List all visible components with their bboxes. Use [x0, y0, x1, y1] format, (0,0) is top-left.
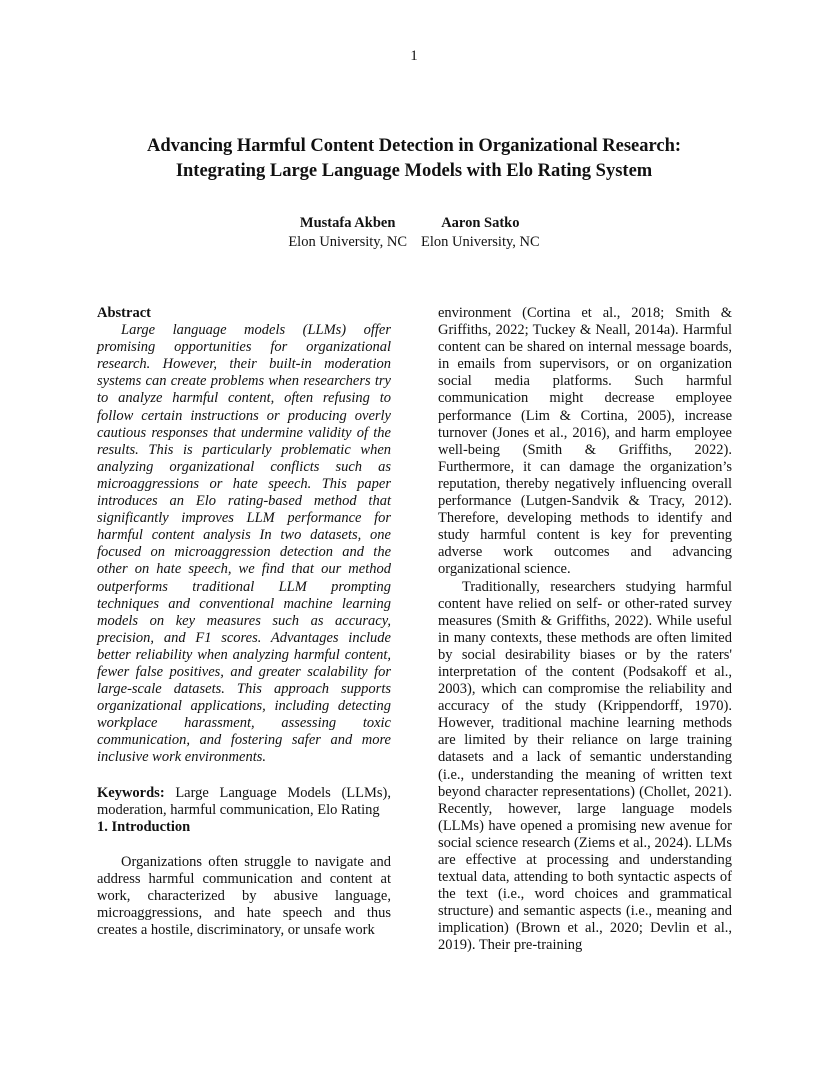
title-line-2: Integrating Large Language Models with Elo Rating System [175, 161, 653, 181]
author-affiliation: Elon University, NC [421, 234, 540, 250]
keywords-label: Keywords: [97, 784, 165, 801]
left-column [97, 305, 391, 939]
author-name: Mustafa Akben [299, 215, 396, 231]
body-paragraph: Traditionally, researchers studying harmful content have relied on self- or other-rated survey measures (Smith & Griffiths, 2022). While useful in many contexts, these methods are often limited by social desirability biases or by the raters' interpretation of the content (Podsakoff et al., 2003), which can compromise the reliability and accuracy of the study (Krippendorff, 1970). However, traditional machine learning methods are limited by their reliance on large training datasets and a lack of semantic understanding (i.e., understanding the meaning of written text beyond character representations) (Chollet, 2021). Recently, however, large language models (LLMs) have opened a promising new avenue for social science research (Ziems et al., 2024). LLMs are effective at processing and understanding textual data, attending to both syntactic aspects of the text (i.e., word choices and grammatical structure) and semantic aspects (i.e., meaning and implication) (Brown et al., 2020; Devlin et al., 2019). Their pre-training [438, 578, 732, 954]
body-paragraph: environment (Cortina et al., 2018; Smith & Griffiths, 2022; Tuckey & Neall, 2014a). Harmful content can be shared on internal message boards, in emails from supervisors, or on organization social media platforms. Such harmful communication might decrease employee performance (Lim & Cortina, 2005), increase turnover (Jones et al., 2016), and harm employee well-being (Smith & Griffiths, 2022). Furthermore, it can damage the organization’s reputation, thereby negatively influencing overall performance (Lutgen-Sandvik & Tracy, 2012). Therefore, developing methods to identify and study harmful content is key for preventing adverse work outcomes and advancing organizational science. [438, 305, 732, 578]
keywords-text: Large Language Models (LLMs), moderation, harmful communication, Elo Rating [97, 784, 391, 818]
paper-title [60, 134, 768, 184]
author-block [0, 214, 828, 252]
page-number: 1 [410, 48, 418, 64]
section-heading-introduction: 1. Introduction [97, 818, 191, 835]
title-line-1: Advancing Harmful Content Detection in Organizational Research: [146, 136, 682, 156]
author-name: Aaron Satko [441, 215, 520, 231]
author-affiliation: Elon University, NC [288, 234, 407, 250]
abstract-text: Large language models (LLMs) offer promising opportunities for organizational research. However, their built-in moderation systems can create problems when researchers try to analyze harmful content, often refusing to follow certain instructions or producing overly cautious responses that undermine validity of the results. This is particularly problematic when analyzing organizational conflicts such as microaggressions or hate speech. This paper introduces an Elo rating-based method that significantly improves LLM performance for harmful content analysis In two datasets, one focused on microaggression detection and the other on hate speech, we find that our method outperforms traditional LLM prompting techniques and conventional machine learning models on key measures such as accuracy, precision, and F1 scores. Advantages include better reliability when analyzing harmful content, fewer false positives, and greater scalability for large-scale datasets. This approach supports organizational applications, including detecting workplace harassment, assessing toxic communication, and fostering safer and more inclusive work environments. [97, 322, 391, 766]
author-2 [421, 214, 540, 252]
author-1 [288, 214, 407, 252]
abstract-heading: Abstract [97, 305, 151, 321]
right-column [438, 305, 732, 955]
keywords [97, 785, 391, 819]
introduction-paragraph: Organizations often struggle to navigate and address harmful communication and content at work, characterized by abusive language, microaggressions, and hate speech and thus creates a hostile, discriminatory, or unsafe work [97, 853, 391, 939]
